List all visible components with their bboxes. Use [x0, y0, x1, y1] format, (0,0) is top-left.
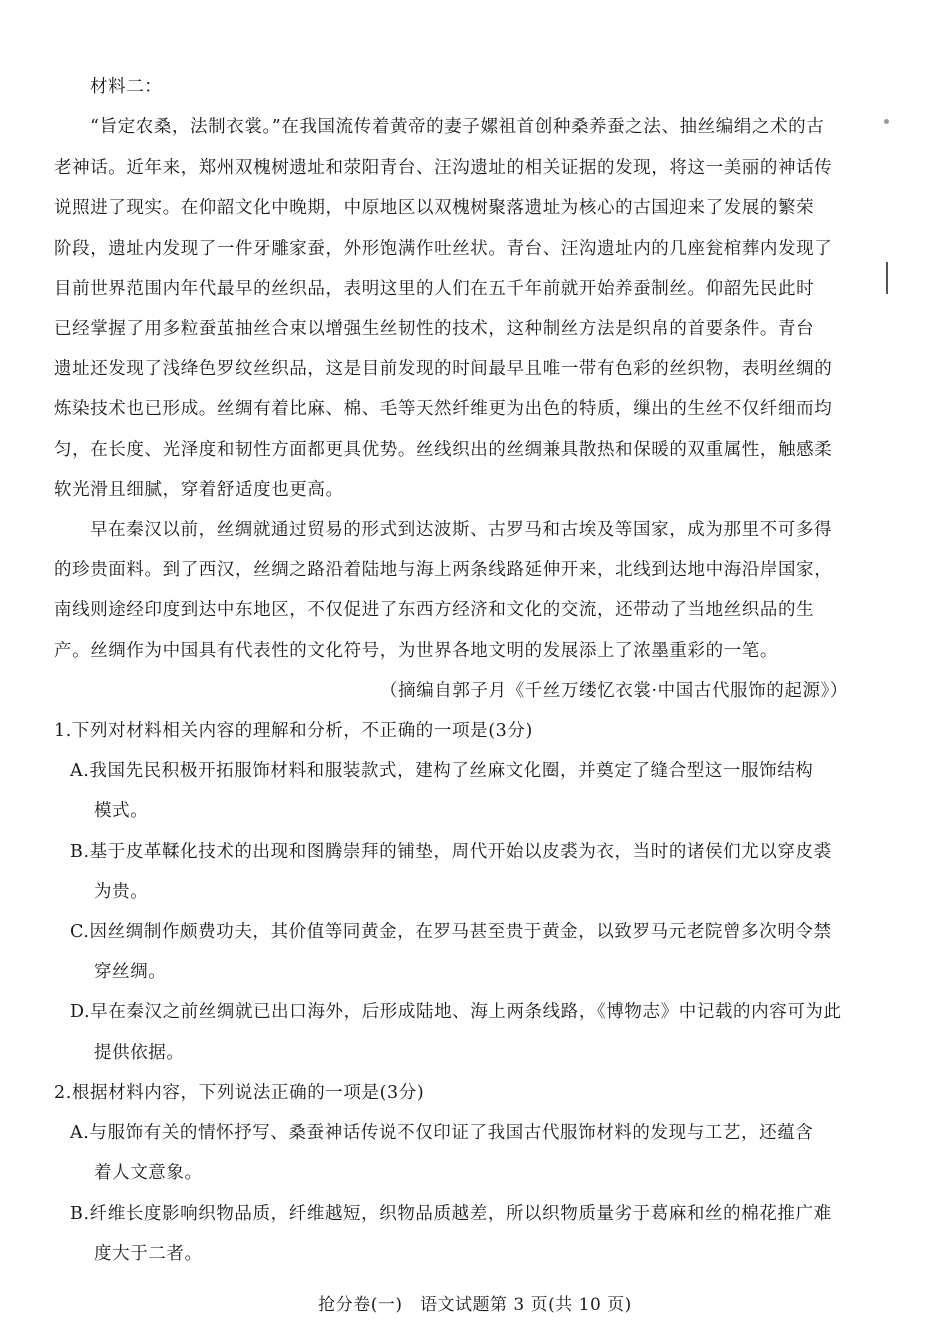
paragraph-line: 早在秦汉以前，丝绸就通过贸易的形式到达波斯、古罗马和古埃及等国家，成为那里不可多得: [90, 520, 833, 540]
option-b: B.纤维长度影响织物品质，纤维越短，织物品质越差，所以织物质量劣于葛麻和丝的棉花推广难: [70, 1204, 832, 1224]
paragraph-line: 阶段，遗址内发现了一件牙雕家蚕，外形饱满作吐丝状。青台、汪沟遗址内的几座瓮棺葬内发现了: [54, 239, 833, 259]
paragraph-line: 炼染技术也已形成。丝绸有着比麻、棉、毛等天然纤维更为出色的特质，缫出的生丝不仅纤细而均: [54, 399, 833, 419]
paragraph-line: 产。丝绸作为中国具有代表性的文化符号，为世界各地文明的发展添上了浓墨重彩的一笔。: [54, 641, 778, 661]
option-a: A.我国先民积极开拓服饰材料和服装款式，建构了丝麻文化圈，并奠定了缝合型这一服饰结构: [70, 761, 814, 781]
paragraph-line: 老神话。近年来，郑州双槐树遗址和荥阳青台、汪沟遗址的相关证据的发现，将这一美丽的神话传: [54, 158, 833, 178]
option-b-cont: 为贵。: [94, 882, 149, 902]
option-d: D.早在秦汉之前丝绸就已出口海外，后形成陆地、海上两条线路，《博物志》中记载的内容可为此: [70, 1002, 842, 1022]
question-stem: 2.根据材料内容，下列说法正确的一项是(3分): [54, 1083, 425, 1103]
option-a-cont: 着人文意象。: [94, 1163, 203, 1183]
paragraph-line: 的珍贵面料。到了西汉，丝绸之路沿着陆地与海上两条线路延伸开来，北线到达地中海沿岸国家，: [54, 560, 833, 580]
source-note: （摘编自郭子月《千丝万缕忆衣裳·中国古代服饰的起源》）: [380, 681, 849, 701]
question-stem: 1.下列对材料相关内容的理解和分析，不正确的一项是(3分): [54, 721, 533, 741]
option-c-cont: 穿丝绸。: [94, 962, 167, 982]
paragraph-line: 遗址还发现了浅绛色罗纹丝织品，这是目前发现的时间最早且唯一带有色彩的丝织物，表明丝绸的: [54, 359, 833, 379]
paragraph-line: 说照进了现实。在仰韶文化中晚期，中原地区以双槐树聚落遗址为核心的古国迎来了发展的繁荣: [54, 198, 815, 218]
page-footer: 抢分卷(一) 语文试题第 3 页(共 10 页): [318, 1295, 632, 1315]
scan-speck: [884, 119, 889, 124]
option-a: A.与服饰有关的情怀抒写、桑蚕神话传说不仅印证了我国古代服饰材料的发现与工艺，还蕴含: [70, 1123, 814, 1143]
section-label: 材料二：: [90, 77, 163, 97]
paragraph-line: 南线则途经印度到达中东地区，不仅促进了东西方经济和文化的交流，还带动了当地丝织品的生: [54, 600, 815, 620]
scan-line: [886, 262, 888, 294]
option-b-cont: 度大于二者。: [94, 1244, 203, 1264]
paragraph-line: 软光滑且细腻，穿着舒适度也更高。: [54, 480, 344, 500]
option-a-cont: 模式。: [94, 801, 149, 821]
paragraph-line: “旨定农桑，法制衣裳。”在我国流传着黄帝的妻子嫘祖首创种桑养蚕之法、抽丝编绢之术的古: [90, 117, 825, 137]
paragraph-line: 目前世界范围内年代最早的丝织品，表明这里的人们在五千年前就开始养蚕制丝。仰韶先民此时: [54, 279, 815, 299]
option-b: B.基于皮革鞣化技术的出现和图腾崇拜的铺垫，周代开始以皮裘为衣，当时的诸侯们尤以穿皮裘: [70, 842, 832, 862]
option-d-cont: 提供依据。: [94, 1043, 185, 1063]
watermark-stamp: [756, 612, 929, 758]
paragraph-line: 匀，在长度、光泽度和韧性方面都更具优势。丝线织出的丝绸兼具散热和保暖的双重属性，触感柔: [54, 440, 833, 460]
paragraph-line: 已经掌握了用多粒蚕茧抽丝合束以增强生丝韧性的技术，这种制丝方法是织帛的首要条件。青台: [54, 319, 815, 339]
option-c: C.因丝绸制作颇费功夫，其价值等同黄金，在罗马甚至贵于黄金，以致罗马元老院曾多次明令禁: [70, 922, 832, 942]
